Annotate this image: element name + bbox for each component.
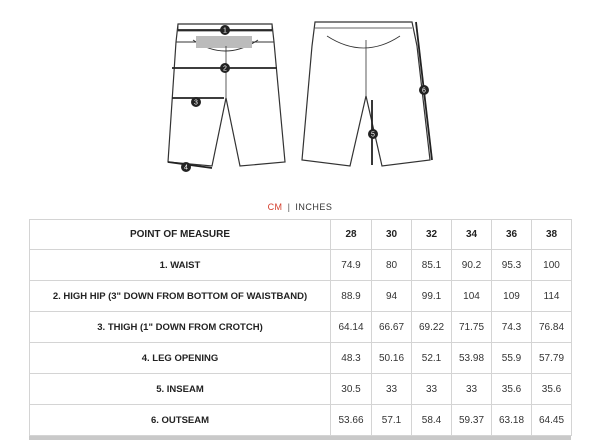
measure-value: 64.45 <box>532 405 572 436</box>
header-size: 38 <box>532 220 572 250</box>
measure-value: 76.84 <box>532 312 572 343</box>
measure-value: 100 <box>532 250 572 281</box>
measure-value: 88.9 <box>331 281 372 312</box>
measure-value: 71.75 <box>452 312 492 343</box>
measure-label: 6. OUTSEAM <box>30 405 331 436</box>
measure-value: 64.14 <box>331 312 372 343</box>
measure-value: 66.67 <box>372 312 412 343</box>
horizontal-scrollbar[interactable] <box>29 436 571 440</box>
unit-inches-button[interactable]: INCHES <box>295 202 333 212</box>
table-header-row <box>30 220 572 250</box>
svg-text:6: 6 <box>422 87 426 95</box>
header-size: 28 <box>331 220 372 250</box>
measure-value: 59.37 <box>452 405 492 436</box>
measure-value: 53.66 <box>331 405 372 436</box>
measure-value: 85.1 <box>412 250 452 281</box>
measure-value: 80 <box>372 250 412 281</box>
measure-label: 3. THIGH (1" DOWN FROM CROTCH) <box>30 312 331 343</box>
header-size: 36 <box>492 220 532 250</box>
svg-text:3: 3 <box>194 99 198 107</box>
measure-value: 33 <box>412 374 452 405</box>
table-row <box>30 374 572 405</box>
header-size: 30 <box>372 220 412 250</box>
table-row <box>30 250 572 281</box>
unit-toggle <box>0 202 600 212</box>
measure-label: 2. HIGH HIP (3" DOWN FROM BOTTOM OF WAISTBAND) <box>30 281 331 312</box>
table-row <box>30 312 572 343</box>
shorts-measurement-diagram <box>0 0 600 190</box>
header-size: 32 <box>412 220 452 250</box>
svg-text:5: 5 <box>371 131 375 139</box>
unit-cm-button[interactable]: CM <box>267 202 283 212</box>
measure-value: 52.1 <box>412 343 452 374</box>
measure-label: 4. LEG OPENING <box>30 343 331 374</box>
measure-label: 1. WAIST <box>30 250 331 281</box>
svg-text:1: 1 <box>223 27 227 35</box>
measure-value: 48.3 <box>331 343 372 374</box>
measure-value: 57.1 <box>372 405 412 436</box>
measure-value: 95.3 <box>492 250 532 281</box>
svg-text:2: 2 <box>223 65 227 73</box>
measure-value: 50.16 <box>372 343 412 374</box>
measure-value: 53.98 <box>452 343 492 374</box>
measure-value: 30.5 <box>331 374 372 405</box>
measure-value: 90.2 <box>452 250 492 281</box>
measure-value: 104 <box>452 281 492 312</box>
measure-value: 35.6 <box>532 374 572 405</box>
measure-label: 5. INSEAM <box>30 374 331 405</box>
measure-value: 58.4 <box>412 405 452 436</box>
measure-value: 74.3 <box>492 312 532 343</box>
size-chart-table <box>29 219 572 436</box>
measure-value: 55.9 <box>492 343 532 374</box>
measure-value: 33 <box>372 374 412 405</box>
measure-value: 109 <box>492 281 532 312</box>
measure-value: 94 <box>372 281 412 312</box>
table-row <box>30 343 572 374</box>
header-size: 34 <box>452 220 492 250</box>
measure-value: 69.22 <box>412 312 452 343</box>
measure-value: 114 <box>532 281 572 312</box>
measure-value: 63.18 <box>492 405 532 436</box>
measure-value: 57.79 <box>532 343 572 374</box>
unit-separator: | <box>287 202 291 212</box>
measure-value: 33 <box>452 374 492 405</box>
table-row <box>30 281 572 312</box>
table-row <box>30 405 572 436</box>
measure-value: 74.9 <box>331 250 372 281</box>
measure-value: 35.6 <box>492 374 532 405</box>
measure-value: 99.1 <box>412 281 452 312</box>
svg-text:4: 4 <box>184 164 188 172</box>
header-point-of-measure: POINT OF MEASURE <box>30 220 331 250</box>
